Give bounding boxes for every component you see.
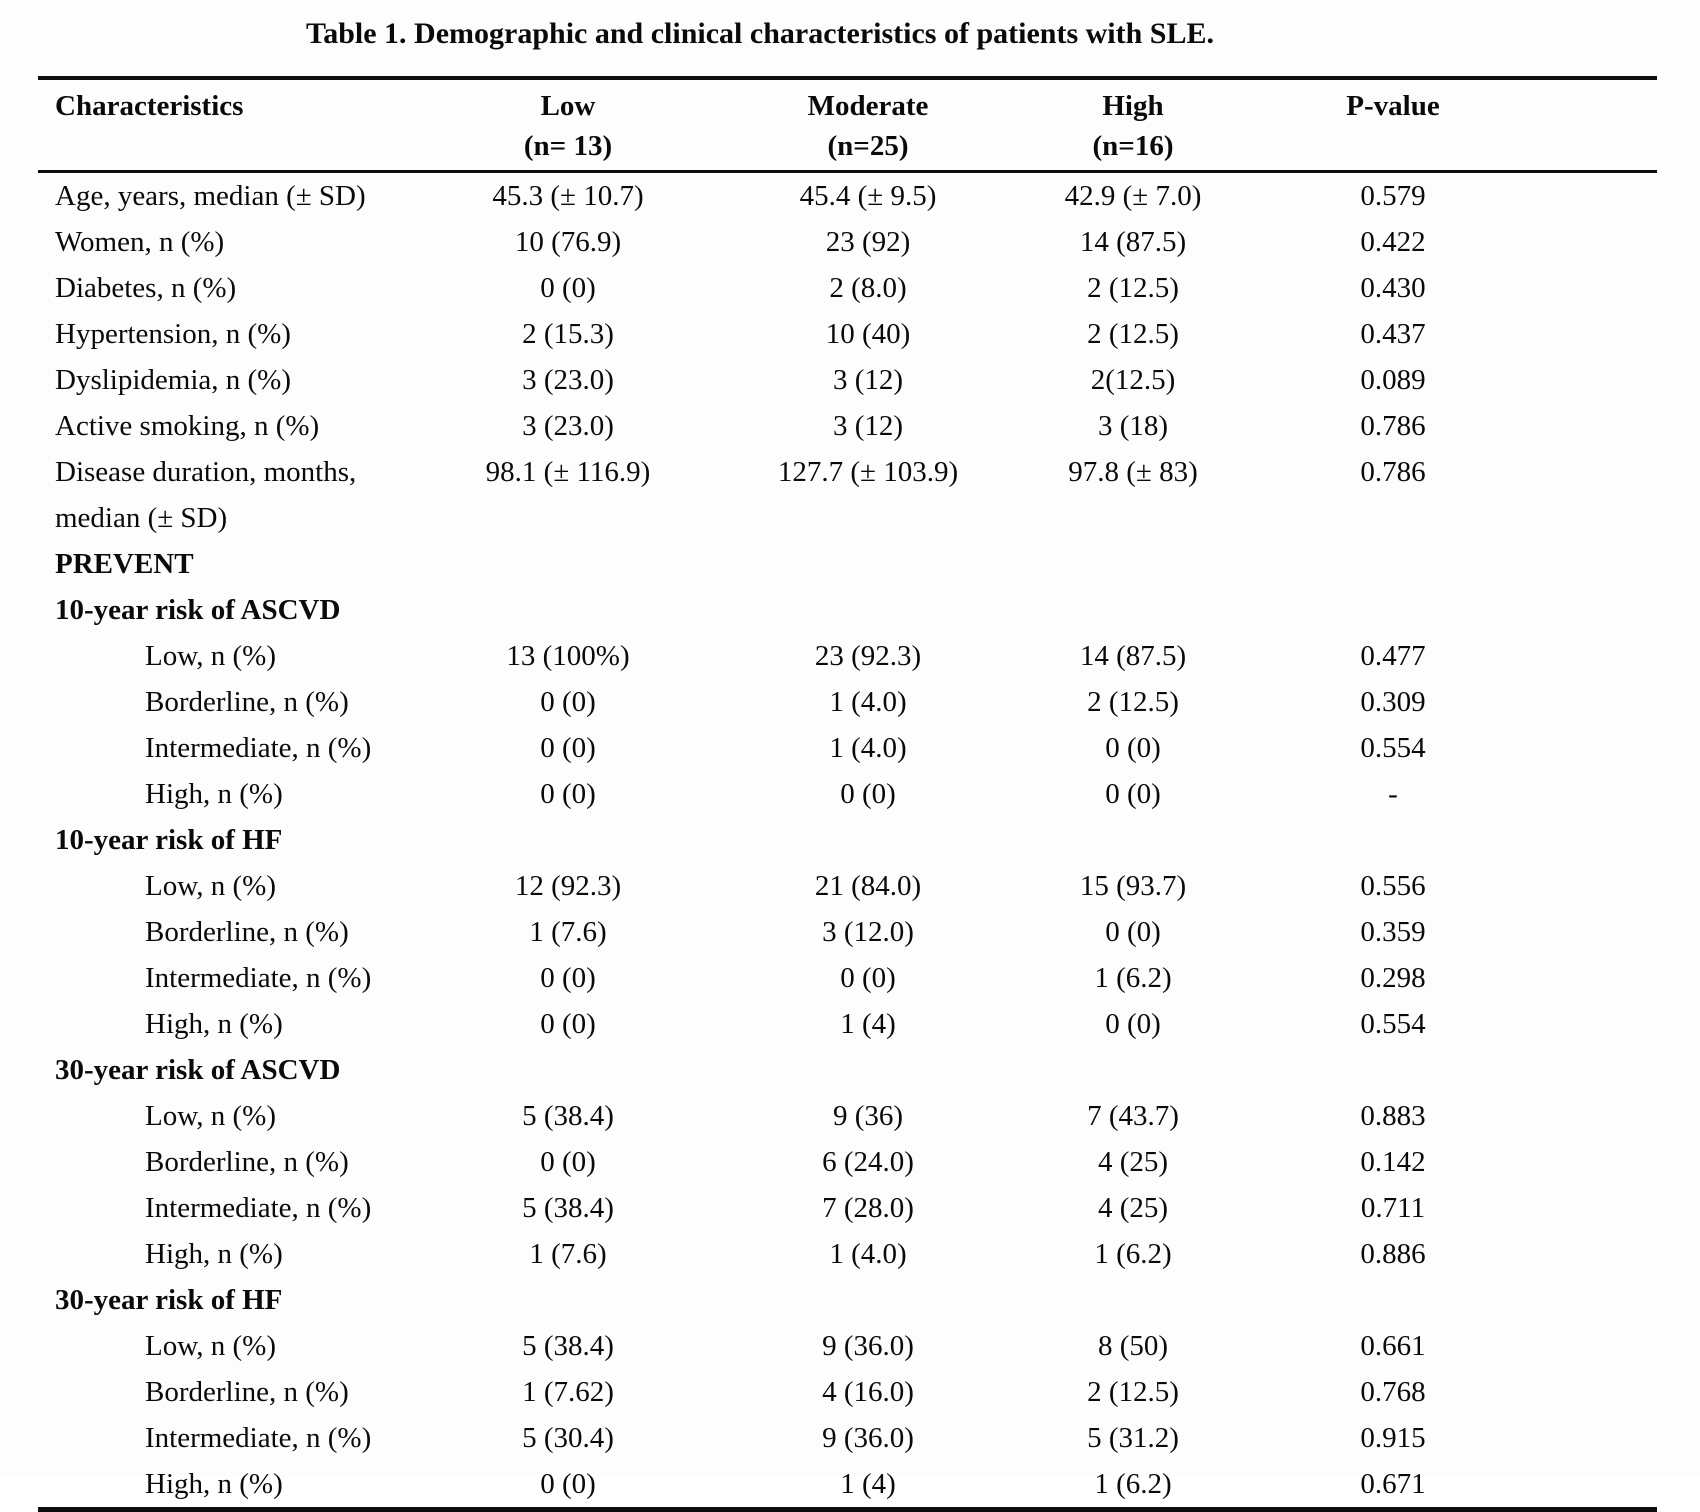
row-label: High, n (%) bbox=[145, 1007, 283, 1040]
cell-moderate bbox=[723, 1277, 1013, 1323]
column-header-low bbox=[413, 78, 723, 172]
table-row bbox=[38, 1139, 1657, 1185]
cell-high: 2(12.5) bbox=[1090, 363, 1176, 396]
cell-low: 1 (7.62) bbox=[522, 1375, 614, 1408]
table-row bbox=[38, 403, 1657, 449]
cell-moderate: 6 (24.0) bbox=[822, 1145, 914, 1178]
cell-pvalue: 0.786 bbox=[1360, 455, 1426, 488]
cell-high: 15 (93.7) bbox=[1079, 869, 1187, 902]
row-label: 30-year risk of ASCVD bbox=[55, 1053, 341, 1086]
table-row bbox=[38, 357, 1657, 403]
table-row bbox=[38, 771, 1657, 817]
header-line1: Low bbox=[540, 90, 596, 122]
table-row bbox=[38, 1461, 1657, 1510]
cell-pvalue: 0.579 bbox=[1360, 179, 1426, 212]
row-label: Diabetes, n (%) bbox=[55, 271, 237, 304]
cell-high bbox=[1013, 587, 1253, 633]
cell-moderate: 1 (4) bbox=[840, 1467, 896, 1500]
cell-high: 42.9 (± 7.0) bbox=[1064, 179, 1202, 212]
cell-high: 8 (50) bbox=[1097, 1329, 1169, 1362]
cell-high: 4 (25) bbox=[1097, 1145, 1169, 1178]
cell-high: 0 (0) bbox=[1105, 915, 1161, 948]
cell-high bbox=[1013, 1047, 1253, 1093]
table-row bbox=[38, 1185, 1657, 1231]
row-label: PREVENT bbox=[55, 547, 194, 580]
column-header-pvalue bbox=[1253, 78, 1657, 172]
row-label: Intermediate, n (%) bbox=[145, 731, 372, 764]
cell-pvalue bbox=[1253, 495, 1657, 541]
row-label: Low, n (%) bbox=[145, 1329, 276, 1362]
cell-moderate: 23 (92.3) bbox=[814, 639, 922, 672]
header-row bbox=[38, 78, 1657, 172]
cell-high: 2 (12.5) bbox=[1087, 317, 1179, 350]
cell-low: 2 (15.3) bbox=[522, 317, 614, 350]
cell-low: 0 (0) bbox=[540, 731, 596, 764]
table-row bbox=[38, 633, 1657, 679]
table-row bbox=[38, 1231, 1657, 1277]
cell-low: 0 (0) bbox=[540, 777, 596, 810]
table-row bbox=[38, 1323, 1657, 1369]
cell-high: 2 (12.5) bbox=[1087, 685, 1179, 718]
cell-high: 0 (0) bbox=[1105, 1007, 1161, 1040]
cell-pvalue bbox=[1253, 817, 1657, 863]
cell-low: 0 (0) bbox=[540, 1007, 596, 1040]
cell-moderate: 127.7 (± 103.9) bbox=[777, 455, 959, 488]
cell-pvalue bbox=[1253, 1047, 1657, 1093]
table-row bbox=[38, 955, 1657, 1001]
cell-high: 5 (31.2) bbox=[1087, 1421, 1179, 1454]
cell-high: 3 (18) bbox=[1097, 409, 1169, 442]
table-row bbox=[38, 495, 1657, 541]
row-label: Borderline, n (%) bbox=[145, 1145, 349, 1178]
cell-low: 0 (0) bbox=[540, 1145, 596, 1178]
cell-moderate: 45.4 (± 9.5) bbox=[799, 179, 937, 212]
header-line2: (n=16) bbox=[1092, 130, 1174, 162]
cell-moderate bbox=[723, 1047, 1013, 1093]
table-row bbox=[38, 172, 1657, 220]
cell-high: 1 (6.2) bbox=[1094, 1237, 1172, 1270]
cell-high bbox=[1013, 817, 1253, 863]
cell-low: 5 (38.4) bbox=[522, 1191, 614, 1224]
cell-pvalue: 0.477 bbox=[1360, 639, 1426, 672]
cell-high bbox=[1013, 1277, 1253, 1323]
table-header bbox=[38, 78, 1657, 172]
cell-pvalue bbox=[1253, 1277, 1657, 1323]
row-label: Low, n (%) bbox=[145, 639, 276, 672]
cell-high: 14 (87.5) bbox=[1079, 225, 1187, 258]
cell-pvalue bbox=[1253, 541, 1657, 587]
cell-low: 0 (0) bbox=[540, 271, 596, 304]
cell-pvalue: 0.671 bbox=[1360, 1467, 1426, 1500]
cell-low bbox=[413, 541, 723, 587]
cell-pvalue: 0.883 bbox=[1360, 1099, 1426, 1132]
row-label: Active smoking, n (%) bbox=[55, 409, 320, 442]
cell-moderate: 23 (92) bbox=[825, 225, 911, 258]
cell-high: 0 (0) bbox=[1105, 777, 1161, 810]
table-row bbox=[38, 1277, 1657, 1323]
cell-high: 1 (6.2) bbox=[1094, 961, 1172, 994]
cell-low: 10 (76.9) bbox=[514, 225, 622, 258]
cell-pvalue: 0.430 bbox=[1360, 271, 1426, 304]
cell-pvalue: 0.915 bbox=[1360, 1421, 1426, 1454]
header-line1: P-value bbox=[1346, 90, 1440, 122]
cell-high: 7 (43.7) bbox=[1087, 1099, 1179, 1132]
cell-pvalue: 0.142 bbox=[1360, 1145, 1426, 1178]
column-header-high bbox=[1013, 78, 1253, 172]
header-line1: High bbox=[1102, 90, 1164, 122]
cell-moderate: 4 (16.0) bbox=[822, 1375, 914, 1408]
cell-moderate bbox=[723, 587, 1013, 633]
cell-moderate: 3 (12.0) bbox=[822, 915, 914, 948]
header-line1: Moderate bbox=[807, 90, 929, 122]
cell-pvalue: 0.298 bbox=[1360, 961, 1426, 994]
table-row bbox=[38, 909, 1657, 955]
table-row bbox=[38, 1001, 1657, 1047]
table-body bbox=[38, 172, 1657, 1510]
cell-high: 97.8 (± 83) bbox=[1068, 455, 1198, 488]
row-label: High, n (%) bbox=[145, 777, 283, 810]
column-header-characteristics bbox=[38, 78, 413, 172]
row-label: Borderline, n (%) bbox=[145, 915, 349, 948]
row-label: Intermediate, n (%) bbox=[145, 1191, 372, 1224]
demographics-table bbox=[38, 76, 1657, 1512]
cell-moderate bbox=[723, 541, 1013, 587]
table-row bbox=[38, 725, 1657, 771]
cell-moderate: 10 (40) bbox=[825, 317, 911, 350]
cell-low: 5 (30.4) bbox=[522, 1421, 614, 1454]
table-row bbox=[38, 1093, 1657, 1139]
row-label: Age, years, median (± SD) bbox=[55, 179, 366, 212]
table-row bbox=[38, 679, 1657, 725]
row-label: Hypertension, n (%) bbox=[55, 317, 291, 350]
cell-pvalue: 0.711 bbox=[1360, 1191, 1426, 1224]
row-label: Disease duration, months, bbox=[55, 455, 357, 488]
cell-moderate bbox=[723, 495, 1013, 541]
header-line1: Characteristics bbox=[55, 90, 244, 122]
cell-moderate: 9 (36.0) bbox=[822, 1329, 914, 1362]
cell-pvalue: 0.786 bbox=[1360, 409, 1426, 442]
cell-high: 0 (0) bbox=[1105, 731, 1161, 764]
table-row bbox=[38, 311, 1657, 357]
header-line2: (n=25) bbox=[827, 130, 909, 162]
table-row bbox=[38, 449, 1657, 495]
cell-low: 3 (23.0) bbox=[522, 409, 614, 442]
cell-high: 4 (25) bbox=[1097, 1191, 1169, 1224]
cell-pvalue: 0.554 bbox=[1360, 1007, 1426, 1040]
row-label: 10-year risk of ASCVD bbox=[55, 593, 341, 626]
table-row bbox=[38, 863, 1657, 909]
cell-low: 98.1 (± 116.9) bbox=[485, 455, 651, 488]
cell-high: 1 (6.2) bbox=[1094, 1467, 1172, 1500]
cell-low: 5 (38.4) bbox=[522, 1329, 614, 1362]
cell-high bbox=[1013, 495, 1253, 541]
table-row bbox=[38, 1415, 1657, 1461]
cell-pvalue bbox=[1253, 587, 1657, 633]
row-label: Intermediate, n (%) bbox=[145, 1421, 372, 1454]
cell-pvalue: 0.359 bbox=[1360, 915, 1426, 948]
row-label: 10-year risk of HF bbox=[55, 823, 283, 856]
cell-low bbox=[413, 1047, 723, 1093]
cell-low bbox=[413, 1277, 723, 1323]
cell-moderate: 3 (12) bbox=[832, 363, 904, 396]
cell-moderate: 0 (0) bbox=[840, 777, 896, 810]
cell-pvalue: 0.554 bbox=[1360, 731, 1426, 764]
cell-low bbox=[413, 495, 723, 541]
cell-low: 45.3 (± 10.7) bbox=[492, 179, 644, 212]
cell-pvalue: 0.089 bbox=[1360, 363, 1426, 396]
cell-pvalue: 0.886 bbox=[1360, 1237, 1426, 1270]
cell-moderate: 2 (8.0) bbox=[829, 271, 907, 304]
cell-moderate: 1 (4) bbox=[840, 1007, 896, 1040]
row-label: Low, n (%) bbox=[145, 1099, 276, 1132]
cell-low: 1 (7.6) bbox=[529, 1237, 607, 1270]
row-label: Dyslipidemia, n (%) bbox=[55, 363, 291, 396]
table-row bbox=[38, 265, 1657, 311]
cell-pvalue: 0.768 bbox=[1360, 1375, 1426, 1408]
cell-moderate: 7 (28.0) bbox=[822, 1191, 914, 1224]
cell-low: 0 (0) bbox=[540, 1467, 596, 1500]
cell-low bbox=[413, 587, 723, 633]
cell-moderate: 9 (36.0) bbox=[822, 1421, 914, 1454]
table-row bbox=[38, 587, 1657, 633]
table-row bbox=[38, 817, 1657, 863]
cell-pvalue: - bbox=[1388, 777, 1398, 810]
cell-low: 1 (7.6) bbox=[529, 915, 607, 948]
row-label: High, n (%) bbox=[145, 1467, 283, 1500]
cell-low: 5 (38.4) bbox=[522, 1099, 614, 1132]
row-label: Intermediate, n (%) bbox=[145, 961, 372, 994]
cell-moderate: 0 (0) bbox=[840, 961, 896, 994]
cell-moderate: 1 (4.0) bbox=[829, 1237, 907, 1270]
row-label: Women, n (%) bbox=[55, 225, 225, 258]
row-label: Borderline, n (%) bbox=[145, 685, 349, 718]
cell-moderate: 21 (84.0) bbox=[814, 869, 922, 902]
cell-low: 0 (0) bbox=[540, 961, 596, 994]
cell-high bbox=[1013, 541, 1253, 587]
cell-moderate: 9 (36) bbox=[832, 1099, 904, 1132]
cell-pvalue: 0.422 bbox=[1360, 225, 1426, 258]
cell-low bbox=[413, 817, 723, 863]
table-row bbox=[38, 541, 1657, 587]
cell-high: 2 (12.5) bbox=[1087, 1375, 1179, 1408]
cell-low: 12 (92.3) bbox=[514, 869, 622, 902]
table-row bbox=[38, 1047, 1657, 1093]
table-row bbox=[38, 1369, 1657, 1415]
row-label: median (± SD) bbox=[55, 501, 228, 534]
cell-moderate bbox=[723, 817, 1013, 863]
column-header-moderate bbox=[723, 78, 1013, 172]
cell-moderate: 1 (4.0) bbox=[829, 731, 907, 764]
row-label: Low, n (%) bbox=[145, 869, 276, 902]
cell-pvalue: 0.556 bbox=[1360, 869, 1426, 902]
table-caption: Table 1. Demographic and clinical characteristics of patients with SLE. bbox=[305, 17, 1215, 50]
header-line2: (n= 13) bbox=[523, 130, 613, 162]
cell-high: 14 (87.5) bbox=[1079, 639, 1187, 672]
cell-pvalue: 0.661 bbox=[1360, 1329, 1426, 1362]
cell-moderate: 3 (12) bbox=[832, 409, 904, 442]
cell-pvalue: 0.437 bbox=[1360, 317, 1426, 350]
cell-pvalue: 0.309 bbox=[1360, 685, 1426, 718]
row-label: Borderline, n (%) bbox=[145, 1375, 349, 1408]
cell-low: 13 (100%) bbox=[506, 639, 630, 672]
row-label: High, n (%) bbox=[145, 1237, 283, 1270]
cell-low: 0 (0) bbox=[540, 685, 596, 718]
cell-high: 2 (12.5) bbox=[1087, 271, 1179, 304]
cell-moderate: 1 (4.0) bbox=[829, 685, 907, 718]
cell-low: 3 (23.0) bbox=[522, 363, 614, 396]
row-label: 30-year risk of HF bbox=[55, 1283, 283, 1316]
table-row bbox=[38, 219, 1657, 265]
